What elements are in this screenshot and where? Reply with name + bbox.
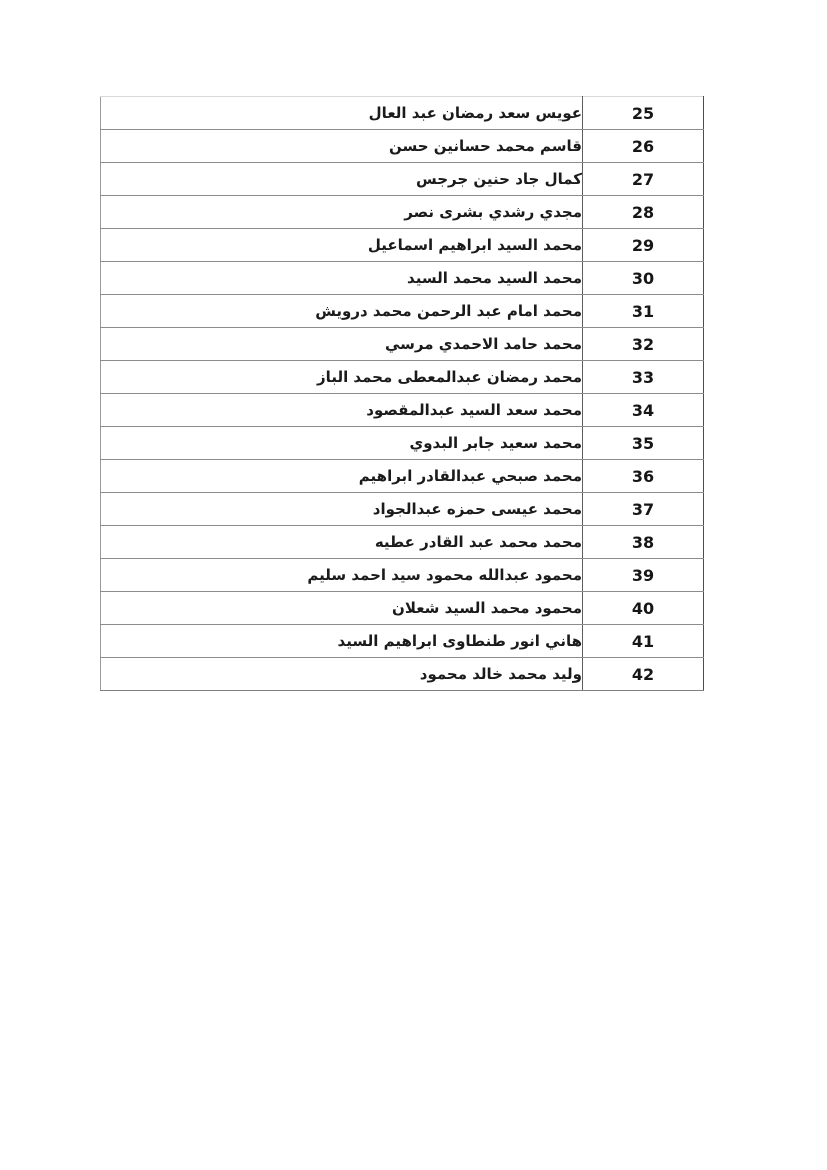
- row-number: 33: [583, 361, 704, 394]
- table-row: [101, 130, 704, 163]
- table-row: [101, 526, 704, 559]
- table-row: [101, 493, 704, 526]
- table-row: [101, 427, 704, 460]
- table-row: [101, 328, 704, 361]
- table-row: [101, 229, 704, 262]
- person-name: عويس سعد رمضان عبد العال: [101, 97, 583, 130]
- table-row: [101, 196, 704, 229]
- row-number: 39: [583, 559, 704, 592]
- row-number: 29: [583, 229, 704, 262]
- row-number: 28: [583, 196, 704, 229]
- table-row: [101, 163, 704, 196]
- row-number: 40: [583, 592, 704, 625]
- row-number: 35: [583, 427, 704, 460]
- table-row: [101, 625, 704, 658]
- person-name: محمد حامد الاحمدي مرسي: [101, 328, 583, 361]
- table-row: [101, 361, 704, 394]
- person-name: محمد السيد ابراهيم اسماعيل: [101, 229, 583, 262]
- table-row: [101, 460, 704, 493]
- table-row: [101, 262, 704, 295]
- table-row: [101, 559, 704, 592]
- person-name: محمود عبدالله محمود سيد احمد سليم: [101, 559, 583, 592]
- row-number: 27: [583, 163, 704, 196]
- person-name: كمال جاد حنين جرجس: [101, 163, 583, 196]
- person-name: محمود محمد السيد شعلان: [101, 592, 583, 625]
- person-name: محمد سعد السيد عبدالمقصود: [101, 394, 583, 427]
- row-number: 42: [583, 658, 704, 691]
- names-table: [100, 96, 704, 691]
- person-name: محمد سعيد جابر البدوي: [101, 427, 583, 460]
- row-number: 34: [583, 394, 704, 427]
- table-row: [101, 295, 704, 328]
- row-number: 36: [583, 460, 704, 493]
- table-row: [101, 658, 704, 691]
- row-number: 30: [583, 262, 704, 295]
- person-name: هاني انور طنطاوى ابراهيم السيد: [101, 625, 583, 658]
- names-table-body: [101, 97, 704, 691]
- table-row: [101, 394, 704, 427]
- table-row: [101, 97, 704, 130]
- row-number: 41: [583, 625, 704, 658]
- person-name: قاسم محمد حسانين حسن: [101, 130, 583, 163]
- row-number: 25: [583, 97, 704, 130]
- person-name: محمد محمد عبد القادر عطيه: [101, 526, 583, 559]
- person-name: محمد السيد محمد السيد: [101, 262, 583, 295]
- table-row: [101, 592, 704, 625]
- row-number: 38: [583, 526, 704, 559]
- row-number: 37: [583, 493, 704, 526]
- person-name: محمد امام عبد الرحمن محمد درويش: [101, 295, 583, 328]
- person-name: محمد عيسى حمزه عبدالجواد: [101, 493, 583, 526]
- row-number: 31: [583, 295, 704, 328]
- row-number: 32: [583, 328, 704, 361]
- row-number: 26: [583, 130, 704, 163]
- person-name: مجدي رشدي بشرى نصر: [101, 196, 583, 229]
- person-name: وليد محمد خالد محمود: [101, 658, 583, 691]
- person-name: محمد صبحي عبدالقادر ابراهيم: [101, 460, 583, 493]
- person-name: محمد رمضان عبدالمعطى محمد الباز: [101, 361, 583, 394]
